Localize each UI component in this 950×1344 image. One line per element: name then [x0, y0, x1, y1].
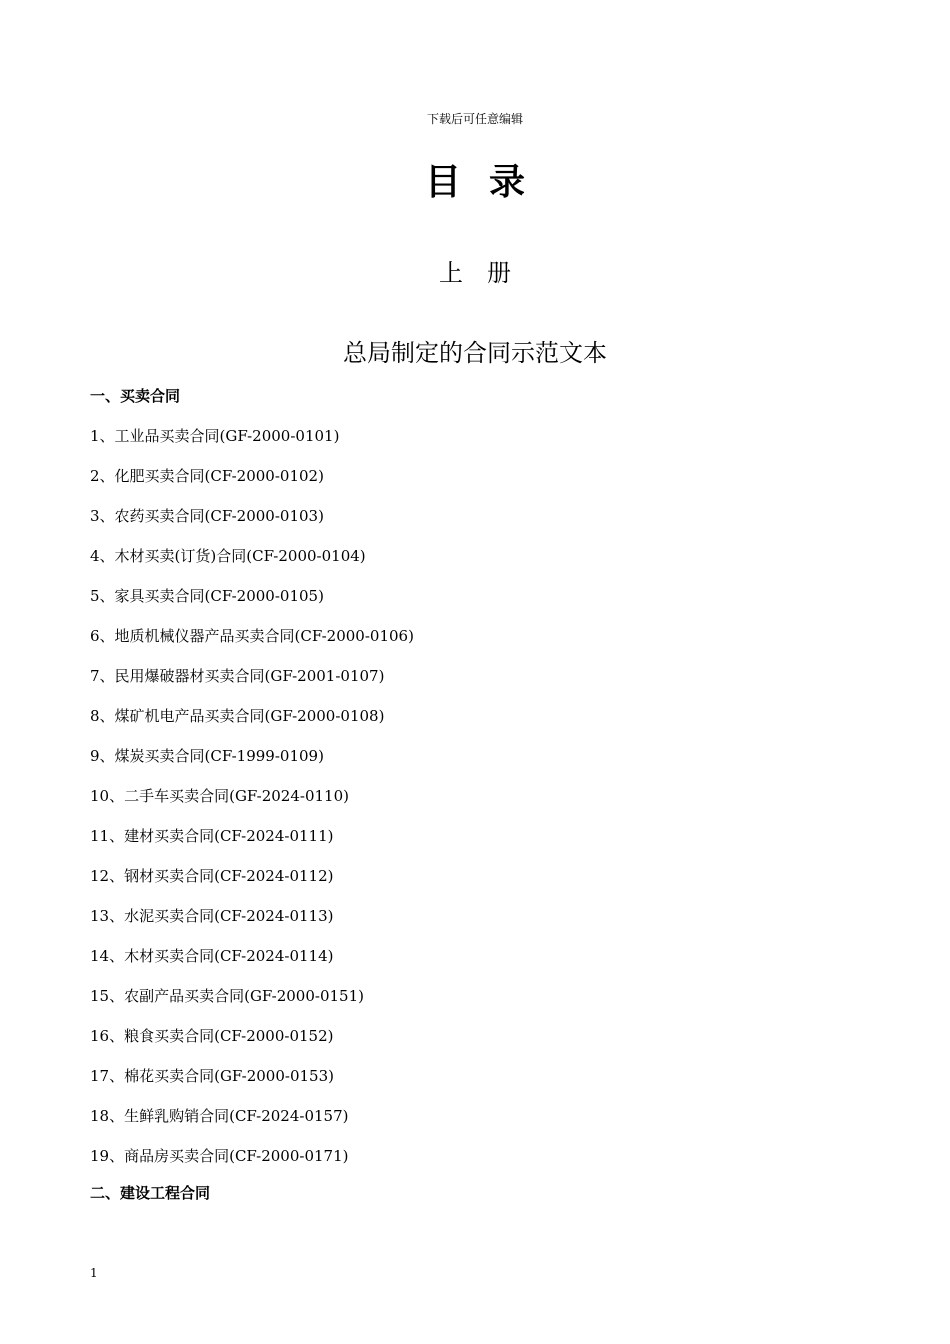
toc-item: 12、钢材买卖合同(CF-2024-0112) [90, 867, 334, 885]
volume-title: 上册 [439, 259, 535, 287]
toc-item: 5、家具买卖合同(CF-2000-0105) [90, 587, 324, 605]
toc-heading-construction-contracts: 二、建设工程合同 [90, 1184, 211, 1202]
toc-item: 7、民用爆破器材买卖合同(GF-2001-0107) [90, 667, 385, 685]
toc-item: 11、建材买卖合同(CF-2024-0111) [90, 827, 334, 845]
table-of-contents [90, 380, 870, 1180]
toc-item: 14、木材买卖合同(CF-2024-0114) [90, 947, 334, 965]
toc-item: 2、化肥买卖合同(CF-2000-0102) [90, 467, 324, 485]
toc-item: 15、农副产品买卖合同(GF-2000-0151) [90, 987, 364, 1005]
section-title: 总局制定的合同示范文本 [343, 339, 607, 367]
toc-item: 19、商品房买卖合同(CF-2000-0171) [90, 1147, 349, 1165]
toc-heading-sales-contracts: 一、买卖合同 [90, 387, 181, 405]
toc-item: 3、农药买卖合同(CF-2000-0103) [90, 507, 324, 525]
header-note: 下载后可任意编辑 [426, 112, 523, 126]
toc-item: 6、地质机械仪器产品买卖合同(CF-2000-0106) [90, 627, 414, 645]
toc-item: 17、棉花买卖合同(GF-2000-0153) [90, 1067, 334, 1085]
toc-item: 9、煤炭买卖合同(CF-1999-0109) [90, 747, 324, 765]
toc-item: 16、粮食买卖合同(CF-2000-0152) [90, 1027, 334, 1045]
page-number: 1 [90, 1266, 98, 1280]
toc-item: 10、二手车买卖合同(GF-2024-0110) [90, 787, 349, 805]
toc-item: 18、生鲜乳购销合同(CF-2024-0157) [90, 1107, 349, 1125]
toc-item: 8、煤矿机电产品买卖合同(GF-2000-0108) [90, 707, 385, 725]
toc-item: 1、工业品买卖合同(GF-2000-0101) [90, 427, 340, 445]
page-title: 目录 [424, 161, 553, 203]
toc-item: 13、水泥买卖合同(CF-2024-0113) [90, 907, 334, 925]
toc-item: 4、木材买卖(订货)合同(CF-2000-0104) [90, 547, 366, 565]
